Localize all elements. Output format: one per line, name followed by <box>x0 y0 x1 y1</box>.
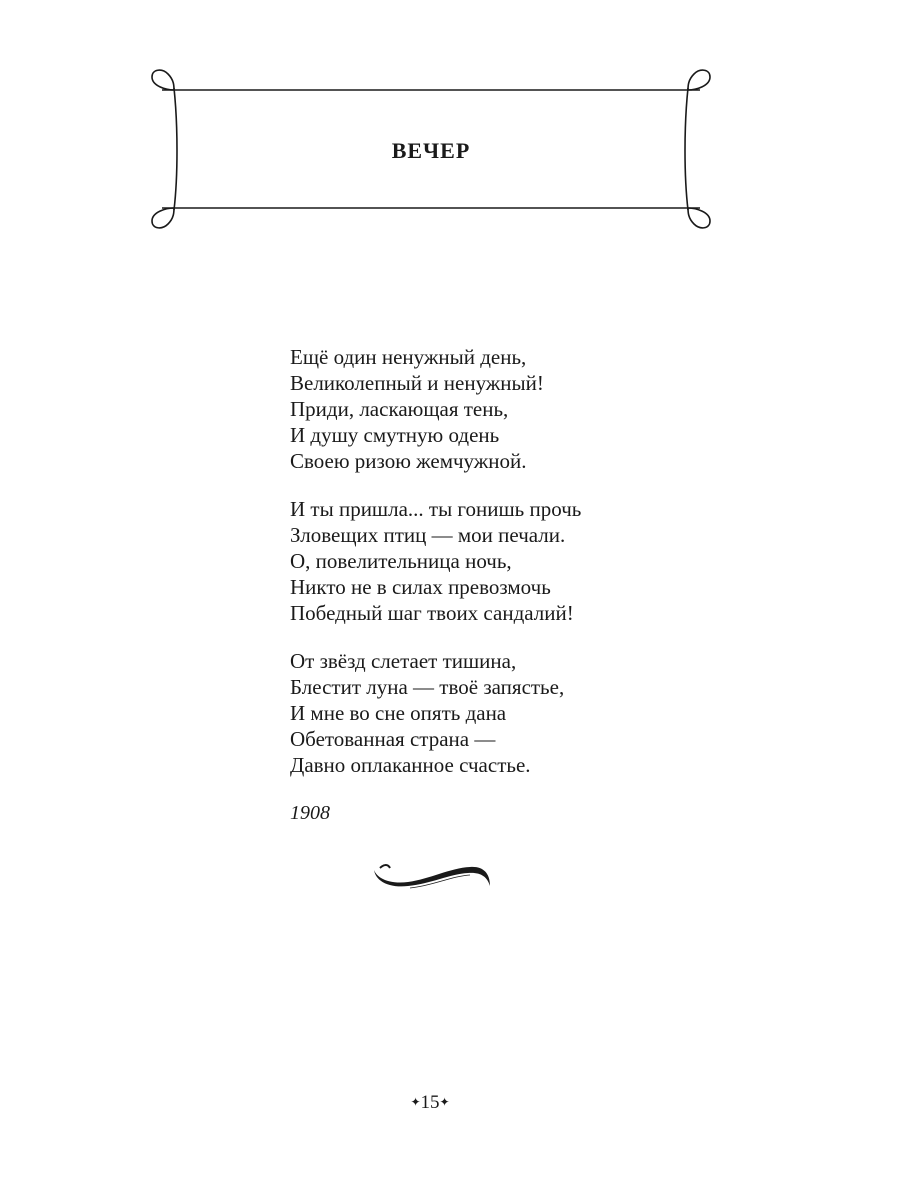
poem-line: Ещё один ненужный день, <box>290 345 527 369</box>
poem-line: Приди, ласкающая тень, <box>290 397 509 421</box>
poem-line: Победный шаг твоих сандалий! <box>290 601 574 625</box>
poem-line: Обетованная страна — <box>290 727 496 751</box>
poem-line: И ты пришла... ты гонишь прочь <box>290 497 582 521</box>
flourish-icon <box>370 858 494 899</box>
poem-line: Никто не в силах превозмочь <box>290 575 551 599</box>
page-number-value: 15 <box>420 1092 440 1113</box>
star-ornament-icon: ✦ <box>410 1095 421 1109</box>
poem-body <box>290 344 710 826</box>
stanza <box>290 344 710 474</box>
poem-line: Блестит луна — твоё запястье, <box>290 675 565 699</box>
stanza <box>290 496 710 626</box>
page-number <box>0 1092 860 1114</box>
poem-title: ВЕЧЕР <box>391 138 471 163</box>
poem-year: 1908 <box>290 802 330 824</box>
title-frame <box>148 66 714 232</box>
poem-line: Зловещих птиц — мои печали. <box>290 523 566 547</box>
poem-line: Давно оплаканное счастье. <box>290 753 531 777</box>
stanza <box>290 648 710 778</box>
poem-line: От звёзд слетает тишина, <box>290 649 517 673</box>
poem-line: О, повелительница ночь, <box>290 549 512 573</box>
poem-line: Своею ризою жемчужной. <box>290 449 527 473</box>
star-ornament-icon: ✦ <box>439 1095 450 1109</box>
poem-line: Великолепный и ненужный! <box>290 371 544 395</box>
poem-line: И душу смутную одень <box>290 423 500 447</box>
poem-line: И мне во сне опять дана <box>290 701 507 725</box>
